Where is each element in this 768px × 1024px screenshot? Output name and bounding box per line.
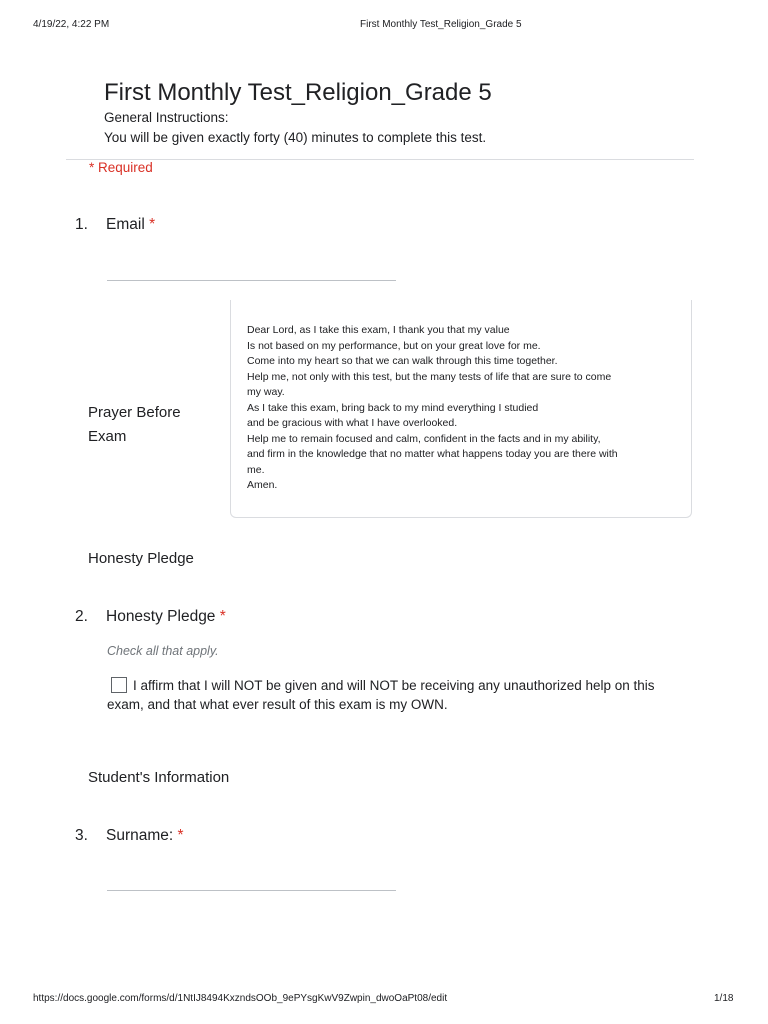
form-description-line-2: You will be given exactly forty (40) minutes to complete this test. <box>104 130 487 145</box>
question-2-number: 2. <box>75 608 88 625</box>
question-1-number: 1. <box>75 216 88 233</box>
form-description-line-1: General Instructions: <box>104 110 229 125</box>
print-datetime: 4/19/22, 4:22 PM <box>33 19 110 30</box>
prayer-line: and be gracious with what I have overlooked. <box>247 417 458 429</box>
page-number: 1/18 <box>714 993 734 1004</box>
question-1-label: Email <box>106 216 145 233</box>
question-3-number: 3. <box>75 827 88 844</box>
prayer-line: my way. <box>247 386 285 398</box>
surname-answer-field[interactable] <box>107 890 396 891</box>
prayer-text-box <box>230 300 692 518</box>
prayer-line: As I take this exam, bring back to my mind everything I studied <box>247 401 539 414</box>
question-2-label: Honesty Pledge <box>106 608 216 625</box>
form-title: First Monthly Test_Religion_Grade 5 <box>104 79 492 106</box>
question-1-title <box>106 216 155 234</box>
prayer-line: Help me, not only with this test, but the many tests of life that are sure to come <box>247 370 612 383</box>
honesty-section-title: Honesty Pledge <box>88 550 194 567</box>
pledge-option-line-1[interactable]: I affirm that I will NOT be given and will NOT be receiving any unauthorized help on this <box>133 678 655 693</box>
required-asterisk: * <box>177 827 184 844</box>
prayer-line: Amen. <box>247 479 278 491</box>
print-url: https://docs.google.com/forms/d/1NtIJ8494KxzndsOOb_9ePYsgKwV9Zwpin_dwoOaPt08/edit <box>33 993 448 1004</box>
prayer-line: and firm in the knowledge that no matter what happens today you are there with <box>247 448 618 460</box>
pledge-option-line-2[interactable]: exam, and that what ever result of this exam is my OWN. <box>107 697 448 712</box>
question-3-title <box>106 827 184 845</box>
required-asterisk: * <box>149 216 156 233</box>
required-asterisk: * <box>219 608 226 625</box>
email-answer-field[interactable] <box>107 280 396 281</box>
checkbox-hint: Check all that apply. <box>107 644 219 658</box>
header-divider <box>66 159 694 160</box>
prayer-title-line-1: Prayer Before <box>88 404 181 421</box>
question-3-label: Surname: <box>106 827 174 844</box>
prayer-line: Dear Lord, as I take this exam, I thank you that my value <box>247 324 510 336</box>
print-doc-title: First Monthly Test_Religion_Grade 5 <box>360 19 522 30</box>
pledge-checkbox[interactable] <box>111 677 127 693</box>
prayer-line: Help me to remain focused and calm, confident in the facts and in my ability, <box>247 432 601 445</box>
required-note: * Required <box>89 160 153 175</box>
prayer-section-title <box>88 401 181 449</box>
student-info-section-title: Student's Information <box>88 769 230 786</box>
prayer-line: me. <box>247 463 265 476</box>
prayer-line: Come into my heart so that we can walk through this time together. <box>247 355 558 367</box>
prayer-line: Is not based on my performance, but on your great love for me. <box>247 339 541 352</box>
question-2-title <box>106 608 226 626</box>
prayer-title-line-2: Exam <box>88 428 127 445</box>
